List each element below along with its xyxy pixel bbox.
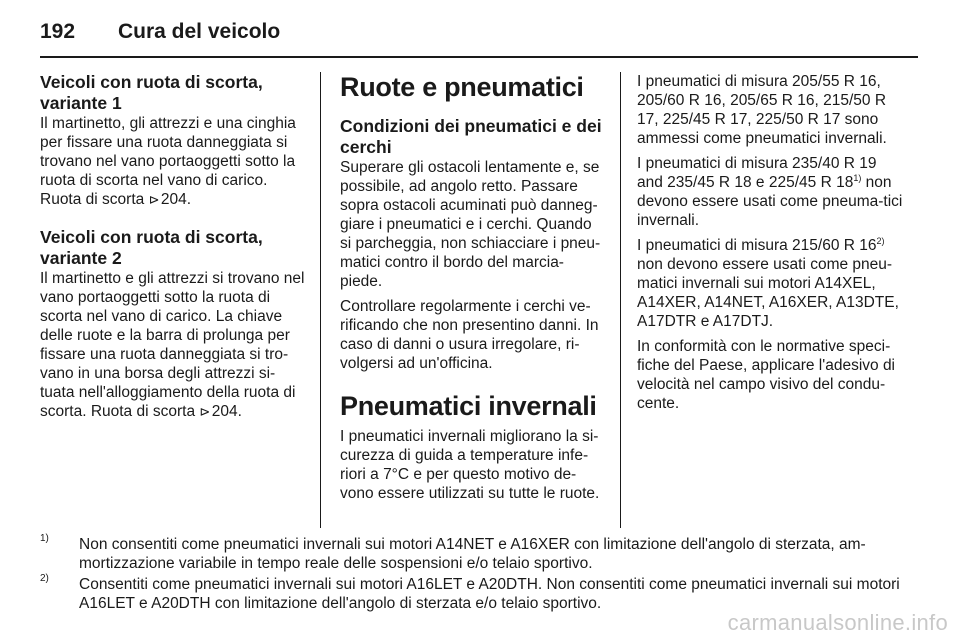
footnote-ref: 1): [853, 172, 862, 183]
footnote: [40, 535, 910, 573]
footnote-mark: 2): [40, 573, 49, 584]
section-title-spare-wheel-1: Veicoli con ruota di scorta, variante 1: [40, 72, 263, 113]
paragraph: In conformità con le normative speci-fiche del Paese, applicare l'adesivo di velocità nel campo visivo del condu-cente.: [637, 338, 896, 412]
footnotes: [40, 535, 910, 615]
body-text: Il martinetto e gli attrezzi si trovano nel vano portaoggetti sotto la ruota di scorta nel vano di carico. La chiave delle ruote e la barra di prolunga per fissare una ruota danneggiata si tro-vano in una borsa degli attrezzi si-tuata nell'alloggiamento della ruota di scorta. Ruota di scorta: [40, 270, 305, 420]
heading-winter-tyres: Pneumatici invernali: [340, 391, 597, 421]
page-header: [40, 14, 920, 58]
column-1: [40, 72, 306, 427]
footnote-ref: 2): [876, 235, 885, 246]
paragraph-text: I pneumatici di misura 235/40 R 19 and 235/45 R 18 e 225/45 R 18: [637, 155, 877, 191]
paragraph: Controllare regolarmente i cerchi ve-rificando che non presentino danni. In caso di danni o usura irregolare, ri-volgersi ad un'officina.: [340, 298, 599, 372]
paragraph-text: non devono essere usati come pneuma-tici invernali.: [637, 174, 903, 229]
page-reference-link[interactable]: 204.: [211, 403, 242, 420]
section-body-spare-wheel-1: [40, 114, 306, 209]
chapter-title: Cura del veicolo: [118, 20, 281, 43]
paragraph: I pneumatici di misura 205/55 R 16, 205/60 R 16, 205/65 R 16, 215/50 R 17, 225/45 R 17, 225/50 R 17 sono ammessi come pneumatici invernali.: [637, 73, 887, 147]
section-title-spare-wheel-2: Veicoli con ruota di scorta, variante 2: [40, 227, 263, 268]
body-text: Il martinetto, gli attrezzi e una cinghia per fissare una ruota danneggiata si trovano nel vano portaoggetti sotto la ruota di scorta nel vano di carico. Ruota di scorta: [40, 115, 296, 208]
page-reference-icon: ⊳: [199, 404, 211, 419]
footnote-text: Consentiti come pneumatici invernali sui motori A16LET e A20DTH. Non consentiti come pneumatici invernali sui motori A16LET e A20DTH con limitazione dell'angolo di sterzata e/o telaio sportivo.: [79, 576, 900, 612]
section-body-spare-wheel-2: [40, 269, 306, 421]
heading-wheels-tyres: Ruote e pneumatici: [340, 72, 584, 102]
paragraph: I pneumatici invernali migliorano la si-curezza di guida a temperature infe-riori a 7°C e per questo motivo de-vono essere utilizzati su tutte le ruote.: [340, 428, 600, 502]
page-reference-icon: ⊳: [148, 192, 160, 207]
footnote-mark: 1): [40, 533, 49, 544]
header-rule: [40, 56, 918, 58]
paragraph-text: non devono essere usati come pneu-matici invernali sui motori A14XEL, A14XER, A14NET, A16XER, A13DTE, A17DTR e A17DTJ.: [637, 256, 899, 330]
page-reference-link[interactable]: 204.: [160, 191, 192, 208]
paragraph: [637, 154, 905, 230]
subheading-tyre-condition: Condizioni dei pneumatici e dei cerchi: [340, 116, 602, 157]
paragraph-text: I pneumatici di misura 215/60 R 16: [637, 237, 877, 254]
footnote: [40, 575, 910, 613]
column-divider: [320, 72, 321, 528]
page-number: 192: [40, 20, 76, 43]
watermark: carmanualsonline.info: [727, 610, 948, 635]
column-2: [340, 72, 604, 509]
paragraph: [637, 236, 905, 331]
paragraph: Superare gli ostacoli lentamente e, se possibile, ad angolo retto. Passare sopra ostacoli acuminati può danneg-giare i pneumatici e i cerchi. Quando si parcheggia, non schiacciare i pneu-matici contro il bordo del marcia-piede.: [340, 159, 601, 290]
footnote-text: Non consentiti come pneumatici invernali sui motori A14NET e A16XER con limitazione dell'angolo di sterzata, am-mortizzazione variabile in tempo reale delle sospensioni e/o telaio sportivo.: [79, 536, 866, 572]
column-divider: [620, 72, 621, 528]
column-3: [637, 72, 905, 419]
